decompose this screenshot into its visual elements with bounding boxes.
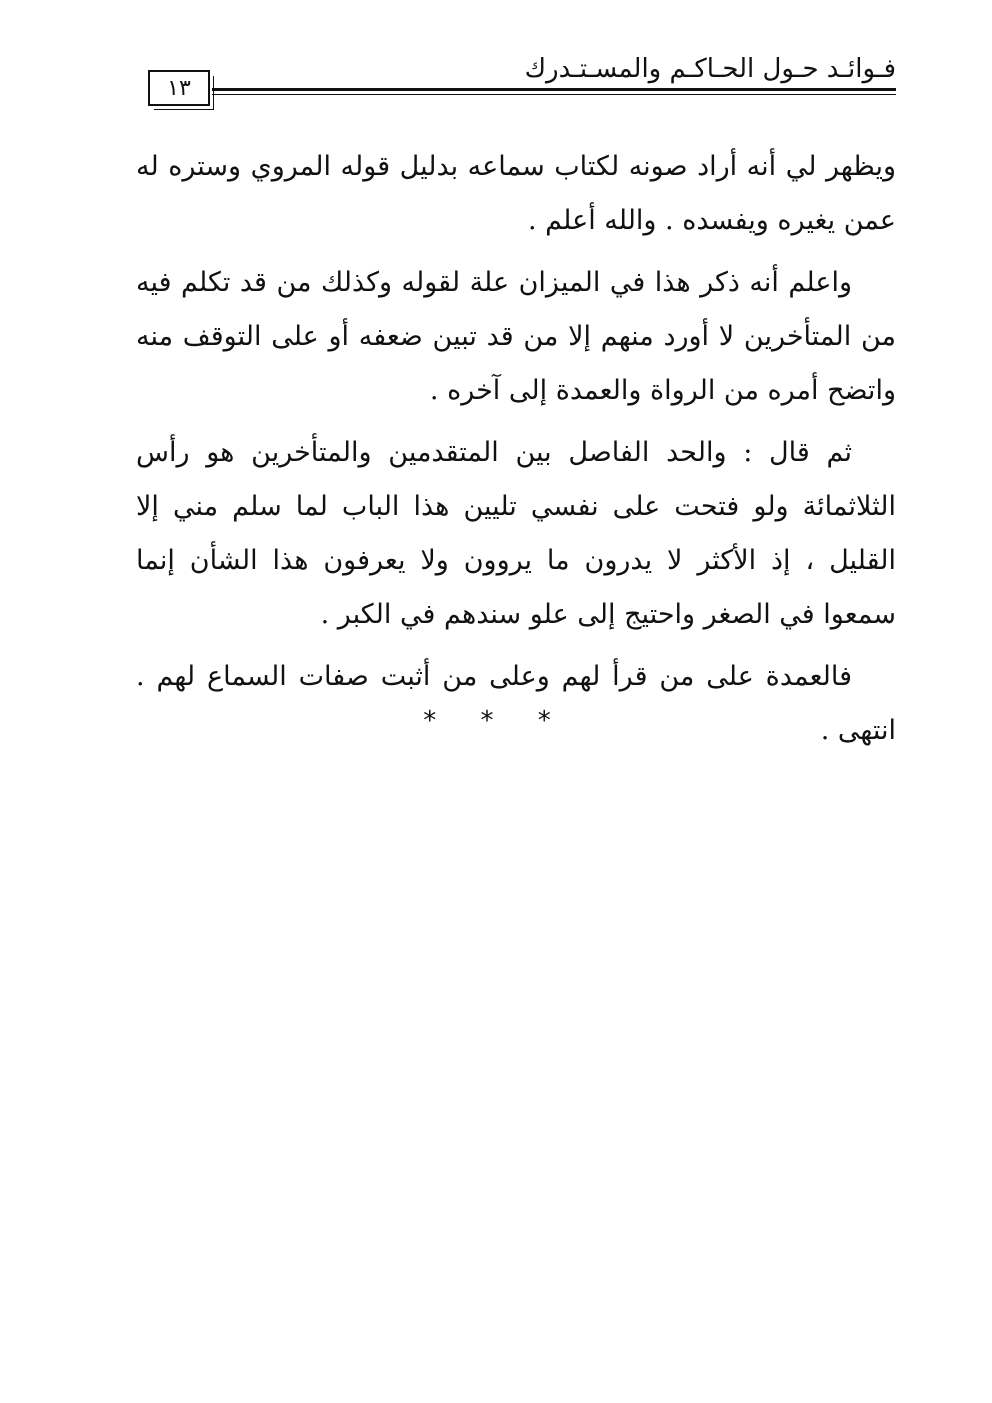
paragraph-4: فالعمدة على من قرأ لهم وعلى من أثبت صفات السماع لهم . انتهى . — [136, 661, 896, 746]
running-header-title: فـوائـد حـول الحـاكـم والمسـتـدرك — [524, 54, 896, 84]
body-text — [136, 140, 896, 766]
header-rule-thick — [212, 88, 896, 91]
page-number-box — [148, 70, 210, 106]
header-rule-thin — [212, 94, 896, 95]
paragraph-1: ويظهر لي أنه أراد صونه لكتاب سماعه بدليل قوله المروي وستره له عمن يغيره ويفسده . والله أعلم . — [136, 151, 896, 236]
paragraph-2: واعلم أنه ذكر هذا في الميزان علة لقوله وكذلك من قد تكلم فيه من المتأخرين لا أورد منهم إلا من قد تبين ضعفه أو على التوقف منه واتضح أمره من الرواة والعمدة إلى آخره . — [136, 267, 896, 406]
paragraph-3: ثم قال : والحد الفاصل بين المتقدمين والمتأخرين هو رأس الثلاثمائة ولو فتحت على نفسي تليين هذا الباب لما سلم مني إلا القليل ، إذ الأكثر لا يدرون ما يروون ولا يعرفون هذا الشأن إنما سمعوا في الصغر واحتيج إلى علو سندهم في الكبر . — [136, 437, 896, 630]
section-separator: * * * — [423, 706, 569, 736]
page-number: ١٣ — [167, 75, 191, 101]
